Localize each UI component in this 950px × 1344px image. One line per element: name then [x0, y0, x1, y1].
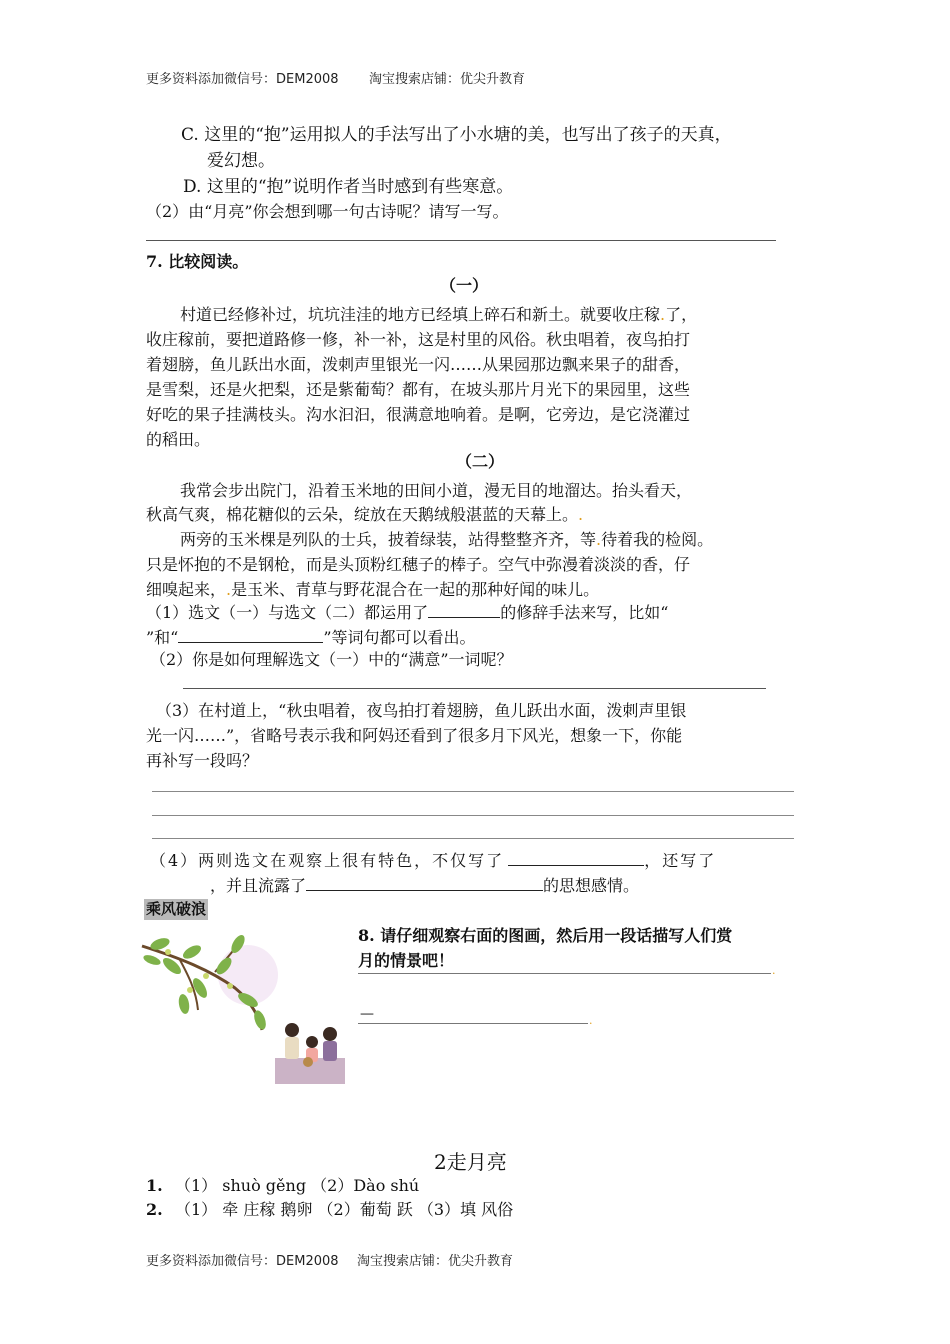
header-wechat: 更多资料添加微信号：DEM2008	[146, 72, 339, 87]
q7-sub1-line1: （1）选文（一）与选文（二）都运用了 的修辞手法来写，比如“	[146, 603, 669, 622]
passage-1-line: 着翅膀，鱼儿跃出水面，泼刺声里银光一闪……从果园那边飘来果子的甜香，	[146, 355, 691, 374]
passage-2-line: 秋高气爽，棉花糖似的云朵，绽放在天鹅绒般湛蓝的天幕上。	[146, 505, 579, 524]
option-c-line1: C. 这里的“抱”运用拟人的手法写出了小水塘的美，也写出了孩子的天真，	[181, 125, 732, 145]
passage-2-line: 细嗅起来，	[146, 580, 227, 599]
passage-2-line: 我常会步出院门，沿着玉米地的田间小道，漫无目的地溜达。抬头看天，	[180, 481, 693, 500]
answer-title: 2走月亮	[434, 1150, 507, 1174]
passage-2-line: 两旁的玉米棵是列队的士兵，披着绿装，站得整整齐齐，等	[180, 530, 597, 549]
answer-1: （1） shuò gěng （2）Dào shú	[175, 1176, 420, 1195]
passage-1-heading: （一）	[440, 276, 489, 295]
family-figures	[275, 1023, 345, 1084]
option-c-line2: 爱幻想。	[207, 151, 275, 171]
header-shop: 淘宝搜索店铺：优尖升教育	[369, 72, 526, 87]
q7-title: 7. 比较阅读。	[146, 252, 249, 271]
q7-sub2: （2）你是如何理解选文（一）中的“满意”一词呢？	[150, 650, 513, 669]
q8-line1: 8. 请仔细观察右面的图画，然后用一段话描写人们赏	[358, 926, 733, 945]
passage-2-heading: （二）	[456, 452, 505, 471]
q7-sub3-line: 光一闪……”，省略号表示我和阿妈还看到了很多月下风光，想象一下，你能	[146, 726, 683, 745]
q8-line2: 月的情景吧！	[358, 951, 455, 970]
passage-1-line: 好吃的果子挂满枝头。沟水汩汩，很满意地响着。是啊，它旁边，是它浇灌过	[146, 405, 691, 424]
q7-sub3-line: 再补写一段吗？	[146, 751, 259, 770]
blank-rhetoric[interactable]	[428, 601, 500, 618]
answer-line[interactable]	[358, 973, 771, 974]
passage-1-line: 村道已经修补过，坑坑洼洼的地方已经填上碎石和新土。就要收庄稼	[180, 305, 661, 324]
blank-example[interactable]	[178, 626, 323, 643]
option-d: D. 这里的“抱”说明作者当时感到有些寒意。	[183, 177, 514, 197]
footer-shop: 淘宝搜索店铺：优尖升教育	[357, 1254, 514, 1269]
moon-viewing-illustration	[140, 930, 350, 1085]
answer-line[interactable]	[152, 815, 794, 816]
q6-sub2: （2）由“月亮”你会想到哪一句古诗呢？请写一写。	[146, 202, 509, 221]
q7-sub3-line: （3）在村道上，“秋虫唱着，夜鸟拍打着翅膀，鱼儿跃出水面，泼刺声里银	[156, 701, 687, 720]
answer-1-number: 1.	[146, 1176, 163, 1195]
answer-line	[146, 240, 776, 241]
passage-1-line: 是雪梨，还是火把梨，还是紫葡萄？都有，在坡头那片月光下的果园里，这些	[146, 380, 691, 399]
answer-line[interactable]	[183, 688, 766, 689]
passage-1-line: 的稻田。	[146, 430, 211, 449]
blank-feeling[interactable]	[306, 874, 543, 891]
q8-dash: —	[360, 1006, 374, 1022]
q7-sub1-line2: ”和“ ”等词句都可以看出。	[146, 628, 476, 647]
blank-observe-1[interactable]	[508, 849, 644, 866]
passage-2-line: 只是怀抱的不是钢枪，而是头顶粉红穗子的棒子。空气中弥漫着淡淡的香，仔	[146, 555, 691, 574]
q7-sub4-line1: （4）两则选文在观察上很有特色，不仅写了 ，还写了	[150, 851, 717, 870]
q7-sub4-line2: ，并且流露了 的思想感情。	[210, 876, 640, 895]
passage-1-line: 收庄稼前，要把道路修一修，补一补，这是村里的风俗。秋虫唱着，夜鸟拍打	[146, 330, 691, 349]
answer-2: （1） 牵 庄稼 鹅卵 （2）葡萄 跃 （3）填 风俗	[175, 1200, 514, 1219]
answer-line[interactable]	[358, 1023, 588, 1024]
answer-line[interactable]	[152, 838, 794, 839]
footer-wechat: 更多资料添加微信号：DEM2008	[146, 1254, 339, 1269]
section-label: 乘风破浪	[146, 900, 207, 918]
answer-line[interactable]	[152, 791, 794, 792]
answer-2-number: 2.	[146, 1200, 163, 1219]
